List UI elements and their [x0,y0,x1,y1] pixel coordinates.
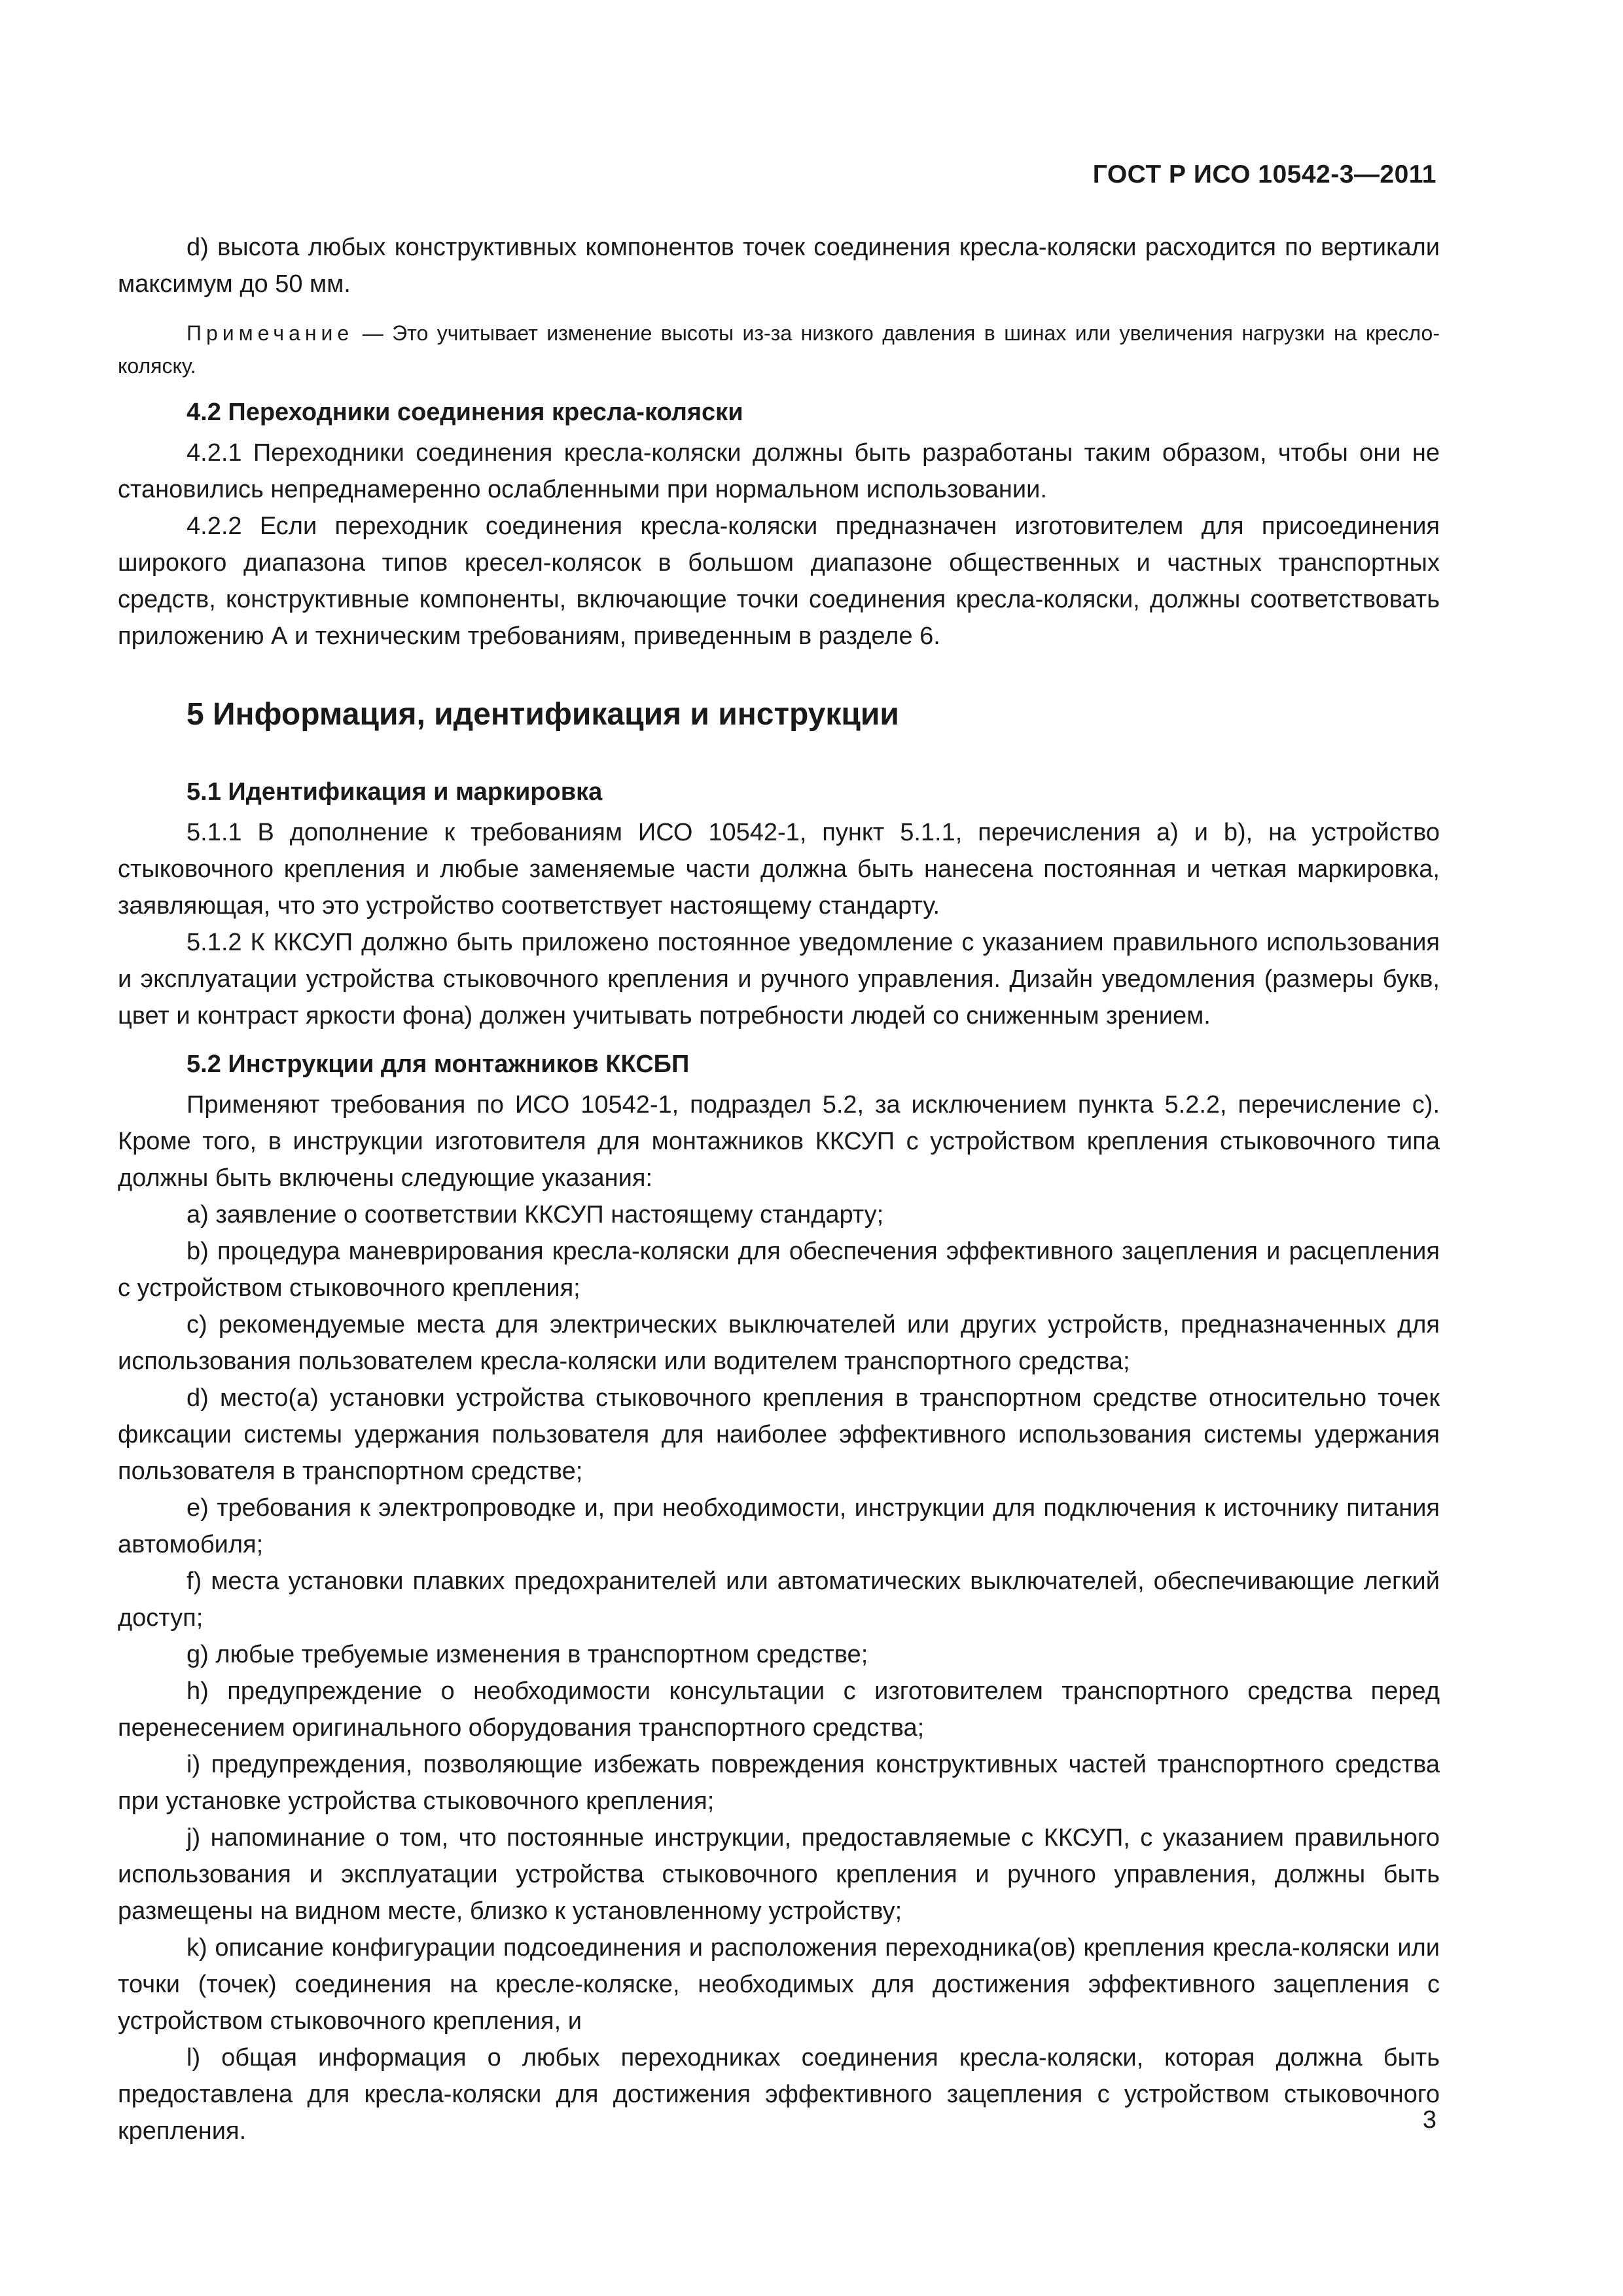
heading-section-5: 5 Информация, идентификация и инструкции [187,697,899,732]
list-item-f: f) места установки плавких предохранителей или автоматических выключателей, обеспечивающие легкий доступ; [118,1568,1440,1632]
heading-5-2: 5.2 Инструкции для монтажников ККСБП [187,1050,690,1078]
list-item-e: е) требования к электропроводке и, при необходимости, инструкции для подключения к источнику питания автомобиля; [118,1494,1440,1558]
document-header: ГОСТ Р ИСО 10542-3—2011 [1092,160,1436,188]
paragraph-5-1-1: 5.1.1 В дополнение к требованиям ИСО 10542-1, пункт 5.1.1, перечисления а) и b), на устройство стыковочного крепления и любые заменяемые части должна быть нанесена постоянная и четкая маркировка, заявляющая, что это устройство соответствует настоящему стандарту. [118,819,1440,920]
note [118,317,1440,382]
heading-5-1: 5.1 Идентификация и маркировка [187,778,603,806]
list-item-g: g) любые требуемые изменения в транспортном средстве; [187,1641,868,1668]
note-label: Примечание [187,321,354,345]
note-text: — Это учитывает изменение высоты из-за низкого давления в шинах или увеличения нагрузки на кресло-коляску. [118,321,1440,378]
paragraph-4-2-2: 4.2.2 Если переходник соединения кресла-коляски предназначен изготовителем для присоединения широкого диапазона типов кресел-колясок в большом диапазоне общественных и частных транспортных средств, конструктивные компоненты, включающие точки соединения кресла-коляски, должны соответствовать приложению А и техническим требованиям, приведенным в разделе 6. [118,512,1440,650]
list-item-d: d) место(а) установки устройства стыковочного крепления в транспортном средстве относительно точек фиксации системы удержания пользователя для наиболее эффективного использования системы удержания пользователя в транспортном средстве; [118,1384,1440,1485]
paragraph-5-2-intro: Применяют требования по ИСО 10542-1, подраздел 5.2, за исключением пункта 5.2.2, перечисление с). Кроме того, в инструкции изготовителя для монтажников ККСУП с устройством крепления стыковочного типа должны быть включены следующие указания: [118,1091,1440,1192]
paragraph-4-2-1: 4.2.1 Переходники соединения кресла-коляски должны быть разработаны таким образом, чтобы они не становились непреднамеренно ослабленными при нормальном использовании. [118,439,1440,503]
list-item-k: k) описание конфигурации подсоединения и расположения переходника(ов) крепления кресла-коляски или точки (точек) соединения на кресле-коляске, необходимых для достижения эффективного зацепления с устройством стыковочного крепления, и [118,1934,1440,2035]
page-number: 3 [1422,2106,1436,2134]
list-item-a: а) заявление о соответствии ККСУП настоящему стандарту; [187,1201,884,1229]
heading-4-2: 4.2 Переходники соединения кресла-коляски [187,399,743,426]
list-item-j: j) напоминание о том, что постоянные инструкции, предоставляемые с ККСУП, с указанием правильного использования и эксплуатации устройства стыковочного крепления и ручного управления, должны быть размещены на видном месте, близко к установленному устройству; [118,1824,1440,1925]
list-item-h: h) предупреждение о необходимости консультации с изготовителем транспортного средства перед перенесением оригинального оборудования транспортного средства; [118,1677,1440,1742]
paragraph-5-1-2: 5.1.2 К ККСУП должно быть приложено постоянное уведомление с указанием правильного использования и эксплуатации устройства стыковочного крепления и ручного управления. Дизайн уведомления (размеры букв, цвет и контраст яркости фона) должен учитывать потребности людей со сниженным зрением. [118,929,1440,1030]
document-body [118,229,1440,2149]
list-item-c: с) рекомендуемые места для электрических выключателей или других устройств, предназначенных для использования пользователем кресла-коляски или водителем транспортного средства; [118,1311,1440,1375]
item-d-height: d) высота любых конструктивных компонентов точек соединения кресла-коляски расходится по вертикали максимум до 50 мм. [118,234,1440,298]
list-item-b: b) процедура маневрирования кресла-коляски для обеспечения эффективного зацепления и расцепления с устройством стыковочного крепления; [118,1238,1440,1302]
list-item-i: i) предупреждения, позволяющие избежать повреждения конструктивных частей транспортного средства при установке устройства стыковочного крепления; [118,1751,1440,1815]
list-item-l: l) общая информация о любых переходниках соединения кресла-коляски, которая должна быть предоставлена для кресла-коляски для достижения эффективного зацепления с устройством стыковочного крепления. [118,2044,1440,2145]
